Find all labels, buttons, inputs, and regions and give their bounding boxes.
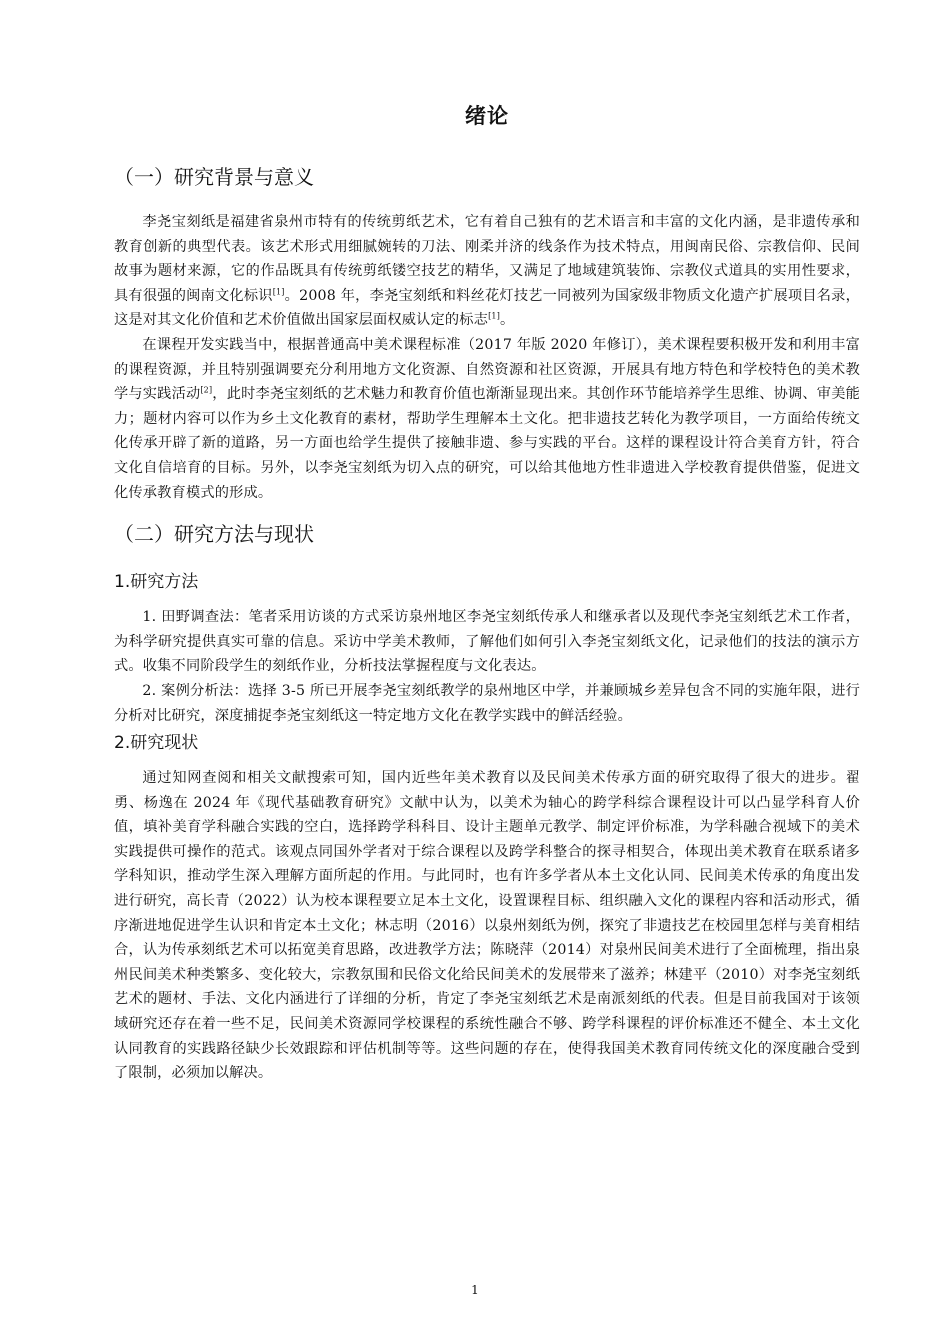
page-content	[114, 96, 860, 1086]
paragraph-background-1	[114, 210, 860, 333]
paragraph-text: 。2008 年，李尧宝刻纸和料丝花灯技艺一同被列为国家级非物质文化遗产扩展项目名录，这是对其文化价值和艺术价值做出国家层面权威认定的标志	[114, 287, 860, 329]
citation-marker: [1]	[272, 287, 285, 297]
paragraph-background-2	[114, 333, 860, 505]
citation-marker: [2]	[200, 385, 213, 395]
subsection-heading-methods: 1.研究方法	[114, 572, 199, 593]
subsection-heading-status: 2.研究现状	[114, 733, 199, 754]
section-heading-methods: （二）研究方法与现状	[114, 522, 314, 547]
paragraph-text: 李尧宝刻纸是福建省泉州市特有的传统剪纸艺术，它有着自己独有的艺术语言和丰富的文化内涵，是非遗传承和教育创新的典型代表。该艺术形式用细腻婉转的刀法、刚柔并济的线条作为技术特点，用闽南民俗、宗教信仰、民间故事为题材来源，它的作品既具有传统剪纸镂空技艺的精华，又满足了地域建筑装饰、宗教仪式道具的实用性要求，具有很强的闽南文化标识	[114, 214, 860, 304]
paragraph-text: 在课程开发实践当中，根据普通高中美术课程标准（2017 年版 2020 年修订），美术课程要积极开发和利用丰富的课程资源，并且特别强调要充分利用地方文化资源、自然资源和社区资源，开展具有地方特色和学校特色的美术教学与实践活动	[114, 336, 860, 403]
document-title: 绪论	[465, 104, 509, 128]
paragraph-field-survey: 1. 田野调查法：笔者采用访谈的方式采访泉州地区李尧宝刻纸传承人和继承者以及现代李尧宝刻纸艺术工作者，为科学研究提供真实可靠的信息。采访中学美术教师，了解他们如何引入李尧宝刻纸文化，记录他们的技法的演示方式。收集不同阶段学生的刻纸作业，分析技法掌握程度与文化表达。	[114, 609, 860, 675]
section-gap	[114, 505, 860, 517]
page-number: 1	[471, 1283, 479, 1297]
paragraph-text: ，此时李尧宝刻纸的艺术魅力和教育价值也渐渐显现出来。其创作环节能培养学生思维、协调、审美能力；题材内容可以作为乡土文化教育的素材，帮助学生理解本土文化。把非遗技艺转化为教学项目，一方面给传统文化传承开辟了新的道路，另一方面也给学生提供了接触非遗、参与实践的平台。这样的课程设计符合美育方针，符合文化自信培育的目标。另外，以李尧宝刻纸为切入点的研究，可以给其他地方性非遗进入学校教育提供借鉴，促进文化传承教育模式的形成。	[114, 386, 860, 501]
paragraph-case-analysis: 2. 案例分析法：选择 3-5 所已开展李尧宝刻纸教学的泉州地区中学，并兼顾城乡差异包含不同的实施年限，进行分析对比研究，深度捕捉李尧宝刻纸这一特定地方文化在教学实践中的鲜活经验。	[114, 682, 860, 724]
paragraph-text: 。	[500, 312, 515, 329]
citation-marker: [1]	[488, 311, 501, 321]
paragraph-research-status: 通过知网查阅和相关文献搜索可知，国内近些年美术教育以及民间美术传承方面的研究取得了很大的进步。翟勇、杨逸在 2024 年《现代基础教育研究》文献中认为，以美术为轴心的跨学科综合课程设计可以凸显学科育人价值，填补美育学科融合实践的空白，选择跨学科科目、设计主题单元教学、制定评价标准，为学科融合视域下的美术实践提供可操作的范式。该观点同国外学者对于综合课程以及跨学科整合的探寻相契合，体现出美术教育在联系诸多学科知识，推动学生深入理解方面所起的作用。与此同时，也有许多学者从本土文化认同、民间美术传承的角度出发进行研究，高长青（2022）认为校本课程要立足本土文化，设置课程目标、组织融入文化的课程内容和活动形式，循序渐进地促进学生认识和肯定本土文化；林志明（2016）以泉州刻纸为例，探究了非遗技艺在校园里怎样与美育相结合，认为传承刻纸艺术可以拓宽美育思路，改进教学方法；陈晓萍（2014）对泉州民间美术进行了全面梳理，指出泉州民间美术种类繁多、变化较大，宗教氛围和民俗文化给民间美术的发展带来了滋养；林建平（2010）对李尧宝刻纸艺术的题材、手法、文化内涵进行了详细的分析，肯定了李尧宝刻纸艺术是南派刻纸的代表。但是目前我国对于该领域研究还存在着一些不足，民间美术资源同学校课程的系统性融合不够、跨学科课程的评价标准还不健全、本土文化认同教育的实践路径缺少长效跟踪和评估机制等等。这些问题的存在，使得我国美术教育同传统文化的深度融合受到了限制，必须加以解决。	[114, 770, 860, 1082]
section-heading-background: （一）研究背景与意义	[114, 165, 314, 189]
